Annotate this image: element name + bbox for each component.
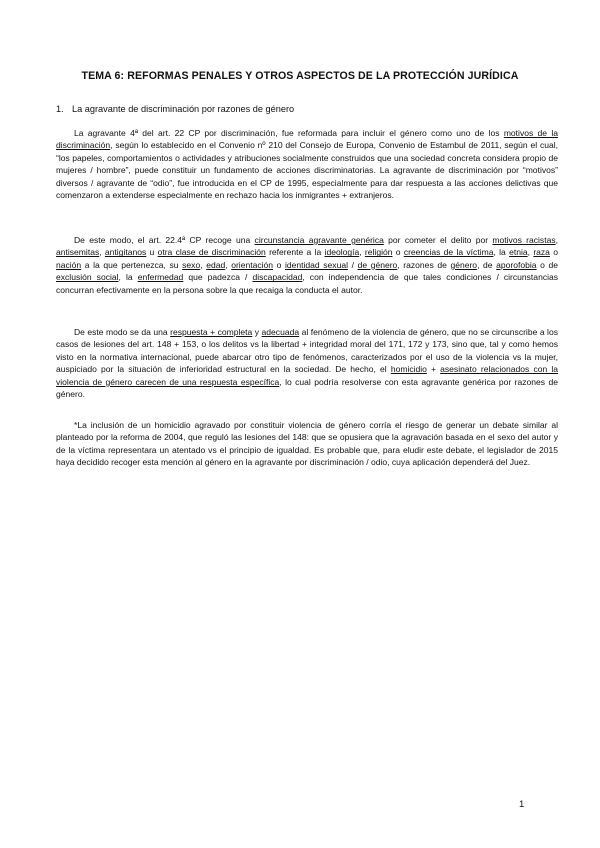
underlined-text: asesinato relacionados con la violencia de género carecen de una respuesta específica [56, 364, 558, 387]
text-run: o [549, 247, 558, 258]
underlined-text: respuesta + completa [170, 327, 253, 337]
underlined-text: nación [56, 259, 82, 270]
text-run: / [348, 259, 358, 270]
text-run: que padezca / [183, 272, 253, 283]
underlined-text: edad [206, 259, 226, 270]
underlined-text: antisemitas [56, 247, 100, 258]
section-heading [56, 104, 294, 114]
text-run: , de [477, 259, 497, 270]
page-number: 1 [519, 799, 525, 810]
underlined-text: exclusión social [56, 272, 119, 283]
underlined-text: motivos racistas [492, 235, 556, 245]
text-run: , la [493, 247, 510, 258]
underlined-text: homicidio [390, 364, 427, 375]
underlined-text: sexo [182, 259, 201, 270]
text-run: a la que pertenezca, su [81, 259, 183, 270]
text-run: al fenómeno de la violencia de género, que no se circunscribe a los casos de lesiones del art. 148 + 153, o los delitos vs la libertad + integridad moral del 171, 172 y 173, sino que, tal y como hemos visto en la normativa internacional, puede abarcar otro tipo de fenómenos, caracterizados por el uso de la violencia vs la mujer, auspiciado por la situación de inferioridad estructural en la sociedad. De hecho, el [56, 327, 558, 375]
underlined-text: otra clase de discriminación [157, 247, 266, 258]
text-run: , la [118, 272, 138, 283]
text-run: , lo cual podría resolverse con esta agravante genérica por razones de género. [56, 376, 558, 400]
text-run: , [359, 247, 365, 258]
underlined-text: circunstancia agravante genérica [254, 235, 384, 245]
text-run: , razones de [397, 259, 451, 270]
underlined-text: género [450, 259, 478, 270]
section-title: La agravante de discriminación por razones de género [72, 104, 295, 114]
underlined-text: orientación [231, 259, 274, 270]
text-run: o [392, 247, 404, 258]
underlined-text: aporofobia [496, 259, 537, 270]
text-run: por cometer el delito por [383, 235, 493, 245]
underlined-text: etnia [509, 247, 528, 258]
underlined-text: antigitanos [104, 247, 147, 258]
underlined-text: de género [357, 259, 398, 270]
underlined-text: religión [364, 247, 393, 258]
text-run: o de [536, 259, 559, 270]
paragraph-3 [56, 326, 558, 401]
underlined-text: creencias de la víctima [403, 247, 494, 258]
text-run: De este modo se da una [74, 327, 171, 337]
text-run: , [527, 247, 534, 258]
text-run: , [225, 259, 232, 270]
underlined-text: identidad sexual [284, 259, 348, 270]
underlined-text: raza [533, 247, 550, 258]
section-number: 1. [56, 104, 64, 114]
text-run: + [426, 364, 441, 375]
underlined-text: enfermedad [137, 272, 184, 283]
underlined-text: motivos de la discriminación [56, 128, 558, 151]
text-run: De este modo, el art. 22.4ª CP recoge una [74, 235, 255, 245]
text-run: u [146, 247, 158, 258]
text-run: , [555, 235, 558, 245]
text-run: , [99, 247, 105, 258]
text-run: , [200, 259, 207, 270]
text-run: , según lo establecido en el Convenio nº 210 del Consejo de Europa, Convenio de Estambul de 2011, según el cual, “los papeles, comportamientos o actividades y atribuciones socialmente construidos que una sociedad concreta considera propio de mujeres / hombre”, puede constituir un fundamento de acciones discriminatorias. La agravante de discriminación por “motivos” diversos / agravante de “odio”, fue introducida en el CP de 1995, especialmente para dar respuesta a las acciones delictivas que comenzaron a extenderse especialmente en rechazo hacia los inmigrantes + extranjeros. [56, 140, 558, 201]
text-run: referente a la [265, 247, 325, 258]
text-run: y [252, 327, 262, 337]
paragraph-1 [56, 127, 558, 202]
paragraph-4 [56, 419, 558, 469]
underlined-text: discapacidad [252, 272, 303, 283]
text-run: *La inclusión de un homicidio agravado por constituir violencia de género corría el riesgo de generar un debate similar al planteado por la reforma de 2004, que reguló las lesiones del 148: que se opusiera que la agravación basada en el sexo del autor y de la víctima representara un atentado vs el principio de igualdad. Es probable que, para eludir este debate, el legislador de 2015 haya decidido recoger esta mención al género en la agravante por discriminación / odio, cuya aplicación dependerá del Juez. [56, 420, 558, 468]
text-run: , con independencia de que tales condiciones / circunstancias concurran efectivamente en la persona sobre la que recaiga la conducta el autor. [56, 272, 559, 295]
underlined-text: ideología [324, 247, 360, 258]
text-run: La agravante 4ª del art. 22 CP por discriminación, fue reformada para incluir el género como uno de los [74, 128, 504, 138]
paragraph-2 [56, 234, 558, 296]
document-title: TEMA 6: REFORMAS PENALES Y OTROS ASPECTOS DE LA PROTECCIÓN JURÍDICA [81, 70, 519, 82]
underlined-text: adecuada [261, 327, 300, 337]
text-run: o [273, 259, 285, 270]
